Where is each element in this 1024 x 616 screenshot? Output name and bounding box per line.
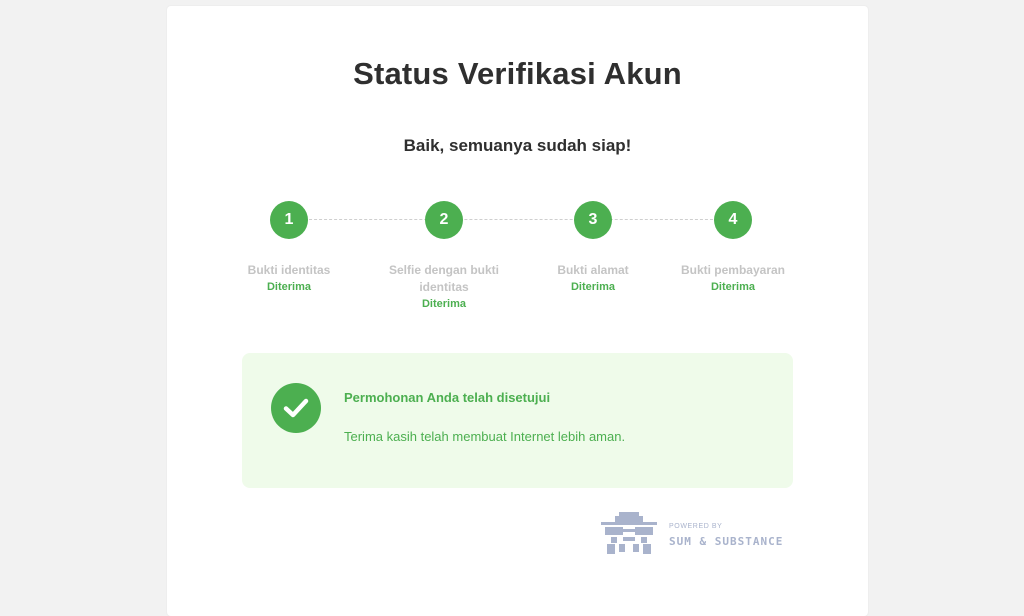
step-2-label-group [379,262,509,313]
step-4-label-group [668,262,798,296]
notice-text: Terima kasih telah membuat Internet lebih aman. [344,429,626,444]
step-2-status: Diterima [421,298,467,310]
powered-by-brand: SUM & SUBSTANCE [669,535,784,548]
step-1-circle: 1 [270,201,308,239]
step-3-circle: 3 [574,201,612,239]
step-1-status: Diterima [266,281,312,293]
verification-card [167,6,868,616]
step-3-label-group [528,262,658,296]
page-subtitle: Baik, semuanya sudah siap! [403,136,632,155]
page-title: Status Verifikasi Akun [353,56,682,91]
step-4-circle: 4 [714,201,752,239]
step-2-label: Selfie dengan bukti identitas [388,263,499,294]
steps-connector-line [289,219,733,220]
step-1-label-group [224,262,354,296]
step-2-circle: 2 [425,201,463,239]
check-circle-icon [271,383,321,433]
step-4-label: Bukti pembayaran [680,263,786,277]
approval-notice [242,353,793,488]
sumsub-logo-icon [599,512,659,558]
powered-by-badge[interactable] [599,512,799,558]
step-3-label: Bukti alamat [557,263,629,277]
step-1-label: Bukti identitas [247,263,331,277]
step-4-status: Diterima [710,281,756,293]
notice-heading: Permohonan Anda telah disetujui [344,390,551,405]
step-3-status: Diterima [570,281,616,293]
powered-by-text: POWERED BY [669,523,723,530]
